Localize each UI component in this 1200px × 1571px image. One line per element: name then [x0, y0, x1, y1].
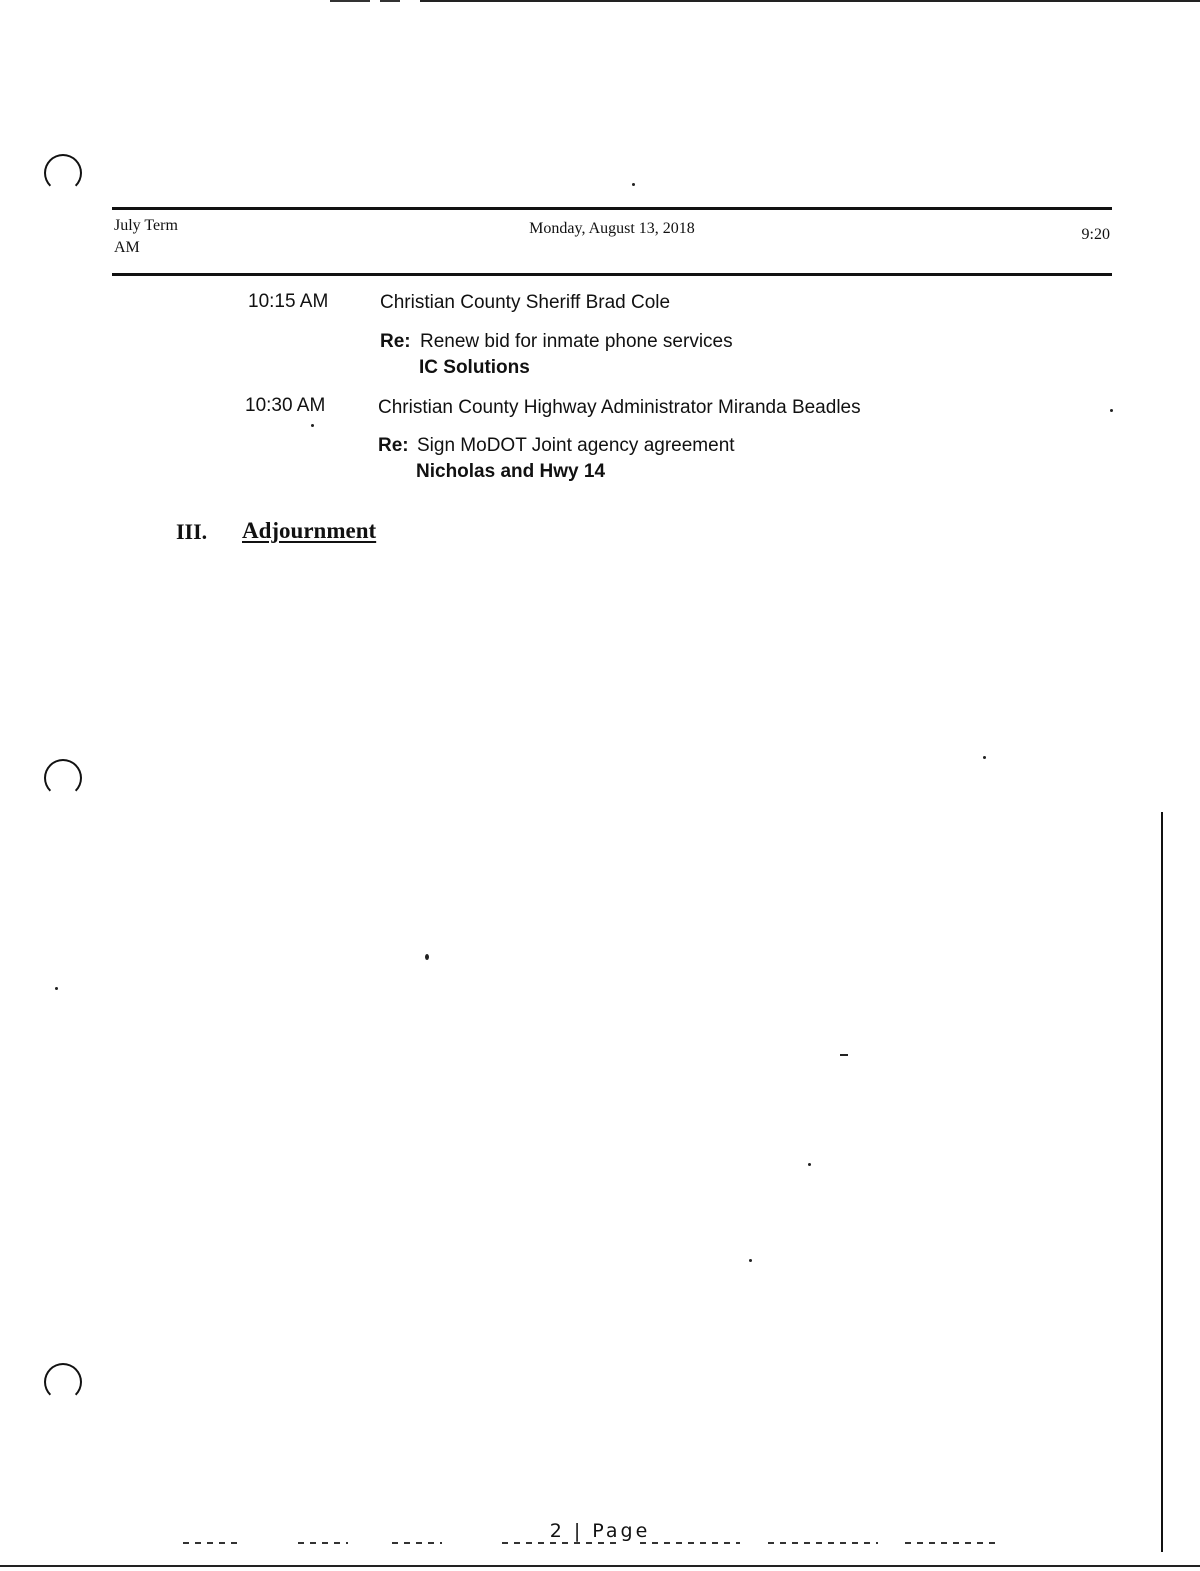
scan-mark	[380, 0, 400, 2]
header-rule-bottom	[112, 273, 1112, 276]
scan-edge-right	[1161, 812, 1163, 1552]
footer-dash-line	[392, 1542, 442, 1544]
agenda-time: 10:15 AM	[248, 291, 329, 312]
footer-dash-line	[298, 1542, 348, 1544]
footer-dash-line	[768, 1542, 878, 1544]
re-text: Sign MoDOT Joint agency agreement	[417, 435, 735, 456]
re-label: Re:	[380, 331, 411, 352]
scan-speck	[808, 1163, 811, 1166]
header-date: Monday, August 13, 2018	[529, 220, 695, 237]
header-time: 9:20	[1081, 226, 1110, 243]
binder-hole-icon	[44, 154, 82, 192]
footer-dash-line	[183, 1542, 243, 1544]
scan-edge-top	[420, 0, 1200, 2]
agenda-title: Christian County Sheriff Brad Cole	[380, 292, 671, 313]
scan-speck	[749, 1259, 752, 1262]
header-ampm: AM	[114, 239, 140, 256]
section-number: III.	[176, 519, 208, 544]
agenda-time: 10:30 AM	[245, 395, 326, 416]
footer-dash-line	[905, 1542, 995, 1544]
footer-dash-line	[640, 1542, 740, 1544]
re-sub: IC Solutions	[419, 357, 530, 378]
scan-speck	[840, 1054, 848, 1056]
scan-speck	[311, 424, 314, 427]
footer-dash-line	[502, 1542, 622, 1544]
agenda-title: Christian County Highway Administrator Miranda Beadles	[378, 397, 861, 418]
re-label: Re:	[378, 435, 409, 456]
re-text: Renew bid for inmate phone services	[420, 331, 733, 352]
section-title: Adjournment	[242, 518, 377, 543]
scan-speck	[425, 954, 429, 960]
header-term: July Term	[114, 217, 178, 234]
scan-speck	[55, 987, 58, 990]
binder-hole-icon	[44, 759, 82, 797]
scan-edge-bottom	[0, 1565, 1200, 1567]
scan-speck	[632, 183, 635, 186]
scan-mark	[330, 0, 370, 2]
scan-speck	[983, 756, 986, 759]
scan-speck	[1110, 409, 1113, 412]
re-sub: Nicholas and Hwy 14	[416, 461, 606, 482]
page-number: 2 | Page	[549, 1520, 651, 1542]
binder-hole-icon	[44, 1363, 82, 1401]
header-rule-top	[112, 207, 1112, 210]
